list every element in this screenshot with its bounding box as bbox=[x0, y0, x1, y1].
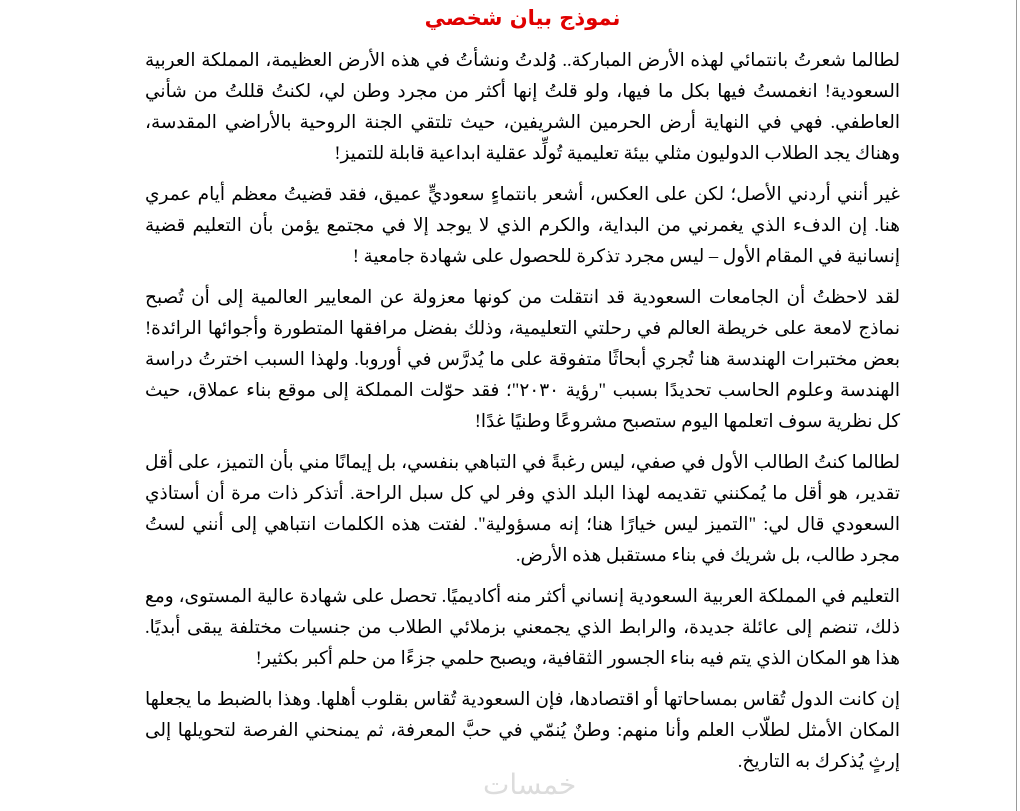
watermark: خمسات bbox=[483, 768, 577, 801]
paragraph-5: التعليم في المملكة العربية السعودية إنساني أكثر منه أكاديميًا. تحصل على شهادة عالية المستوى، ومع ذلك، تنضم إلى عائلة جديدة، والرابط الذي يجمعني بزملائي الطلاب من جنسيات مختلفة يبقى أبديًا. هذا هو المكان الذي يتم فيه بناء الجسور الثقافية، ويصبح حلمي جزءًا من حلم أكبر بكثير! bbox=[145, 587, 900, 669]
document-title: نموذج بيان شخصي bbox=[424, 6, 621, 30]
page-edge bbox=[1016, 0, 1017, 811]
paragraph-1: لطالما شعرتُ بانتمائي لهذه الأرض المباركة.. وُلدتُ ونشأتُ في هذه الأرض العظيمة، المملكة العربية السعودية! انغمستُ فيها بكل ما فيها، ولو قلتُ إنها أكثر من مجرد وطن لي، لكنتُ قللتُ من شأني العاطفي. فهي في النهاية أرض الحرمين الشريفين، حيث تلتقي الجنة الروحية بالأراضي المقدسة، وهناك يجد الطلاب الدوليون مثلي بيئة تعليمية تُولِّد عقلية ابداعية قابلة للتميز! bbox=[145, 51, 900, 164]
paragraph-2: غير أنني أردني الأصل؛ لكن على العكس، أشعر بانتماءٍ سعوديٍّ عميق، فقد قضيتُ معظم أيام عمري هنا. إن الدفء الذي يغمرني من البداية، والكرم الذي لا يوجد إلا في مجتمع يؤمن بأن التعليم قضية إنسانية في المقام الأول – ليس مجرد تذكرة للحصول على شهادة جامعية ! bbox=[145, 185, 900, 267]
personal-statement-document bbox=[145, 0, 900, 778]
paragraph-6: إن كانت الدول تُقاس بمساحاتها أو اقتصادها، فإن السعودية تُقاس بقلوب أهلها. وهذا بالضبط ما يجعلها المكان الأمثل لطلّاب العلم وأنا منهم: وطنٌ يُنمّي في حبَّ المعرفة، ثم يمنحني الفرصة لتحويلها إلى إرثٍ يُذكرك به التاريخ. bbox=[145, 690, 900, 772]
paragraph-4: لطالما كنتُ الطالب الأول في صفي، ليس رغبةً في التباهي بنفسي، بل إيمانًا مني بأن التميز، على أقل تقدير، هو أقل ما يُمكنني تقديمه لهذا البلد الذي وفر لي كل سبل الراحة. أتذكر ذات مرة أن أستاذي السعودي قال لي: "التميز ليس خيارًا هنا؛ إنه مسؤولية". لفتت هذه الكلمات انتباهي إلى أنني لستُ مجرد طالب، بل شريك في بناء مستقبل هذه الأرض. bbox=[145, 453, 900, 566]
paragraph-3: لقد لاحظتُ أن الجامعات السعودية قد انتقلت من كونها معزولة عن المعايير العالمية إلى أن تُصبح نماذج لامعة على خريطة العالم في رحلتي التعليمية، وذلك بفضل مرافقها المتطورة وأجوائها الرائدة! بعض مختبرات الهندسة هنا تُجري أبحاثًا متفوقة على ما يُدرَّس في أوروبا. ولهذا السبب اخترتُ دراسة الهندسة وعلوم الحاسب تحديدًا بسبب "رؤية ٢٠٣٠"؛ فقد حوّلت المملكة إلى موقع بناء عملاق، حيث كل نظرية سوف اتعلمها اليوم ستصبح مشروعًا وطنيًا غدًا! bbox=[145, 288, 900, 432]
